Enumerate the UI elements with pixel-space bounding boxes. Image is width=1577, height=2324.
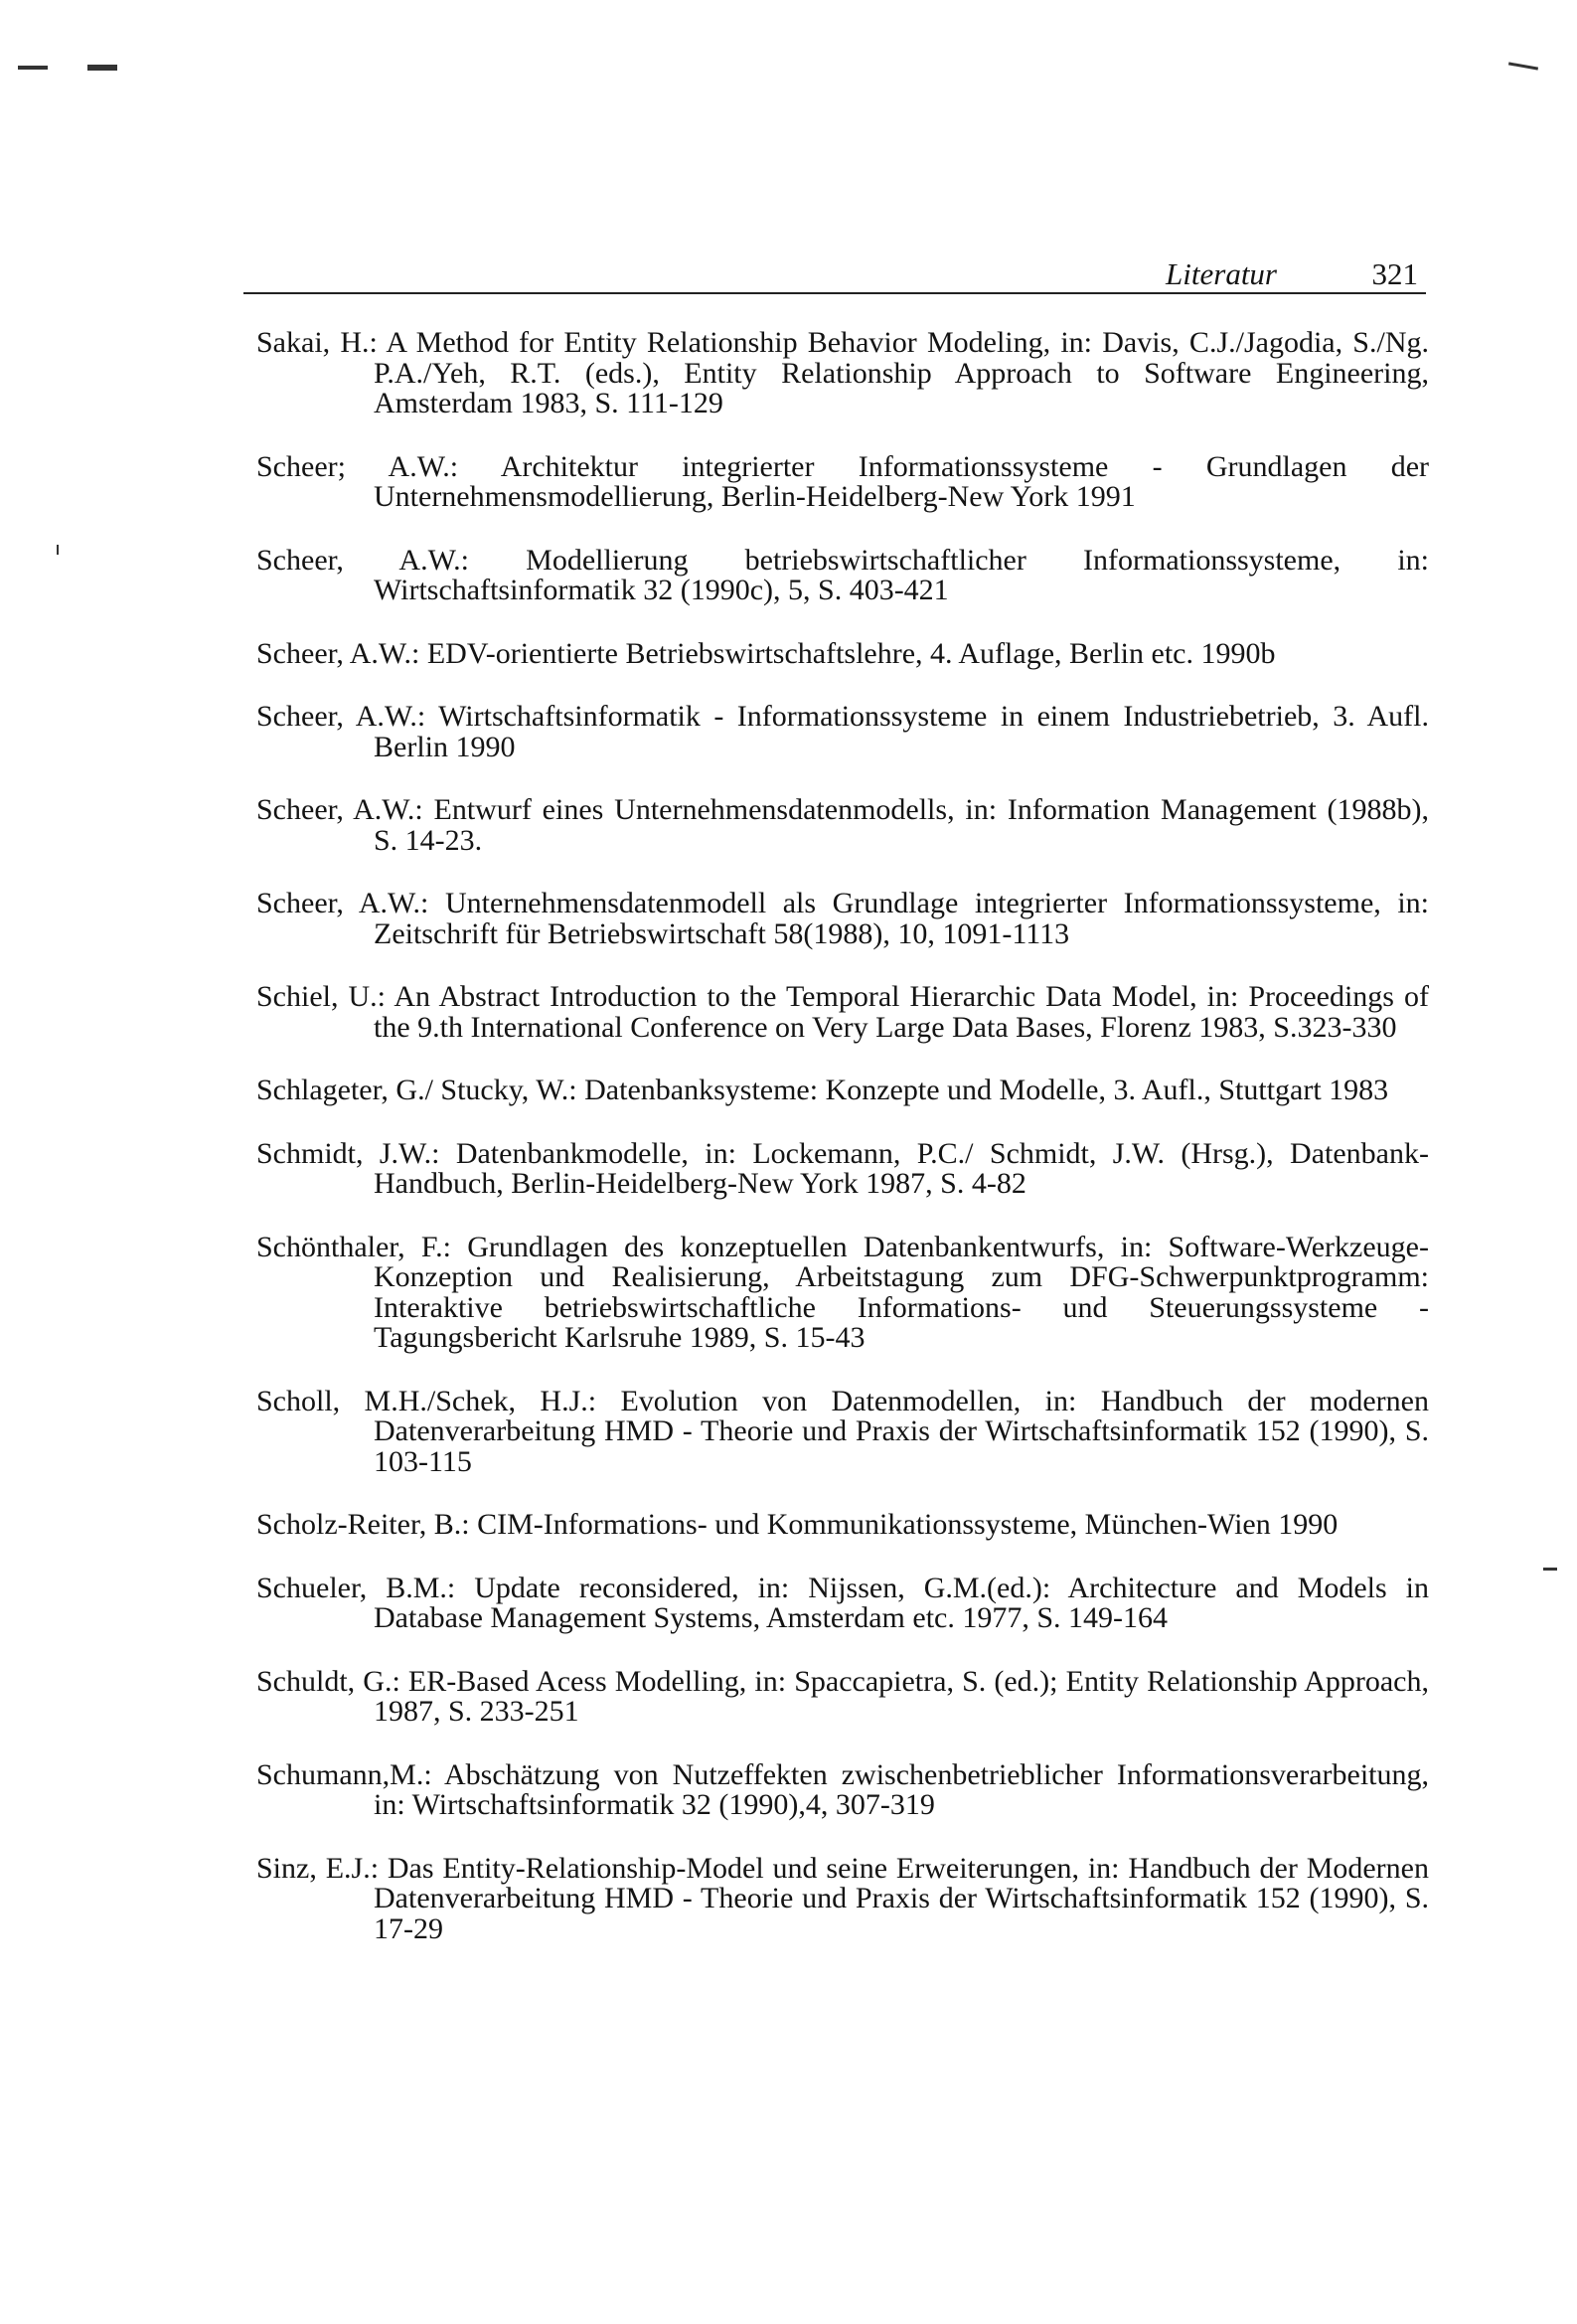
scan-mark [1508, 62, 1538, 70]
bibliography-entry: Scheer, A.W.: Modellierung betriebswirtschaftlicher Informationssysteme, in: Wirtschaftsinformatik 32 (1990c), 5, S. 403-421 [256, 543, 1429, 606]
bibliography-entry: Sakai, H.: A Method for Entity Relationship Behavior Modeling, in: Davis, C.J./Jagodia, S./Ng. P.A./Yeh, R.T. (eds.), Entity Relationship Approach to Software Engineering, Amsterdam 1983, S. 111-129 [256, 326, 1429, 419]
bibliography-entry: Schumann,M.: Abschätzung von Nutzeffekten zwischenbetrieblicher Informationsverarbeitung, in: Wirtschaftsinformatik 32 (1990),4, 307-319 [256, 1757, 1429, 1821]
scan-mark [57, 545, 59, 555]
bibliography-entry: Scheer, A.W.: Entwurf eines Unternehmensdatenmodells, in: Information Management (1988b), S. 14-23. [256, 793, 1429, 857]
header-title: Literatur [1166, 256, 1277, 291]
bibliography-entry: Scheer, A.W.: Wirtschaftsinformatik - Informationssysteme in einem Industriebetrieb, 3. Aufl. Berlin 1990 [256, 700, 1429, 763]
header-rule [243, 292, 1426, 294]
scan-mark [1543, 1568, 1557, 1571]
scan-mark [87, 65, 117, 71]
scan-mark [18, 66, 48, 70]
bibliography-entry: Scheer; A.W.: Architektur integrierter Informationssysteme - Grundlagen der Unternehmensmodellierung, Berlin-Heidelberg-New York 1991 [256, 449, 1429, 513]
bibliography-entry: Scholz-Reiter, B.: CIM-Informations- und Kommunikationssysteme, München-Wien 1990 [256, 1508, 1339, 1541]
bibliography-entry: Schmidt, J.W.: Datenbankmodelle, in: Lockemann, P.C./ Schmidt, J.W. (Hrsg.), Datenbank-Handbuch, Berlin-Heidelberg-New York 1987, S. 4-82 [256, 1136, 1429, 1200]
bibliography-entry: Scholl, M.H./Schek, H.J.: Evolution von Datenmodellen, in: Handbuch der modernen Datenverarbeitung HMD - Theorie und Praxis der Wirtschaftsinformatik 152 (1990), S. 103-115 [256, 1384, 1429, 1478]
bibliography-entry: Schuldt, G.: ER-Based Acess Modelling, in: Spaccapietra, S. (ed.); Entity Relationship Approach, 1987, S. 233-251 [256, 1664, 1429, 1728]
bibliography-entry: Schiel, U.: An Abstract Introduction to the Temporal Hierarchic Data Model, in: Proceedings of the 9.th International Conference on Very Large Data Bases, Florenz 1983, S.323-330 [256, 980, 1429, 1044]
bibliography-entry: Scheer, A.W.: Unternehmensdatenmodell als Grundlage integrierter Informationssysteme, in: Zeitschrift für Betriebswirtschaft 58(1988), 10, 1091-1113 [256, 887, 1429, 950]
bibliography-entry: Sinz, E.J.: Das Entity-Relationship-Model und seine Erweiterungen, in: Handbuch der Modernen Datenverarbeitung HMD - Theorie und Praxis der Wirtschaftsinformatik 152 (1990), S. 17-29 [256, 1851, 1429, 1945]
bibliography-entry: Schueler, B.M.: Update reconsidered, in: Nijssen, G.M.(ed.): Architecture and Models in Database Management Systems, Amsterdam etc. 1977, S. 149-164 [256, 1571, 1429, 1634]
bibliography-list [256, 328, 1429, 1944]
running-header [243, 256, 1426, 296]
bibliography-entry: Schlageter, G./ Stucky, W.: Datenbanksysteme: Konzepte und Modelle, 3. Aufl., Stuttgart 1983 [256, 1074, 1389, 1106]
bibliography-entry: Scheer, A.W.: EDV-orientierte Betriebswirtschaftslehre, 4. Auflage, Berlin etc. 1990b [256, 636, 1276, 670]
page-number: 321 [1371, 256, 1418, 291]
bibliography-entry: Schönthaler, F.: Grundlagen des konzeptuellen Datenbankentwurfs, in: Software-Werkzeuge- Konzeption und Realisierung, Arbeitstagung zum DFG-Schwerpunktprogramm: Interaktive betriebswirtschaftliche Informations- und Steuerungssysteme - Tagungsbericht Karlsruhe 1989, S. 15-43 [256, 1230, 1429, 1354]
